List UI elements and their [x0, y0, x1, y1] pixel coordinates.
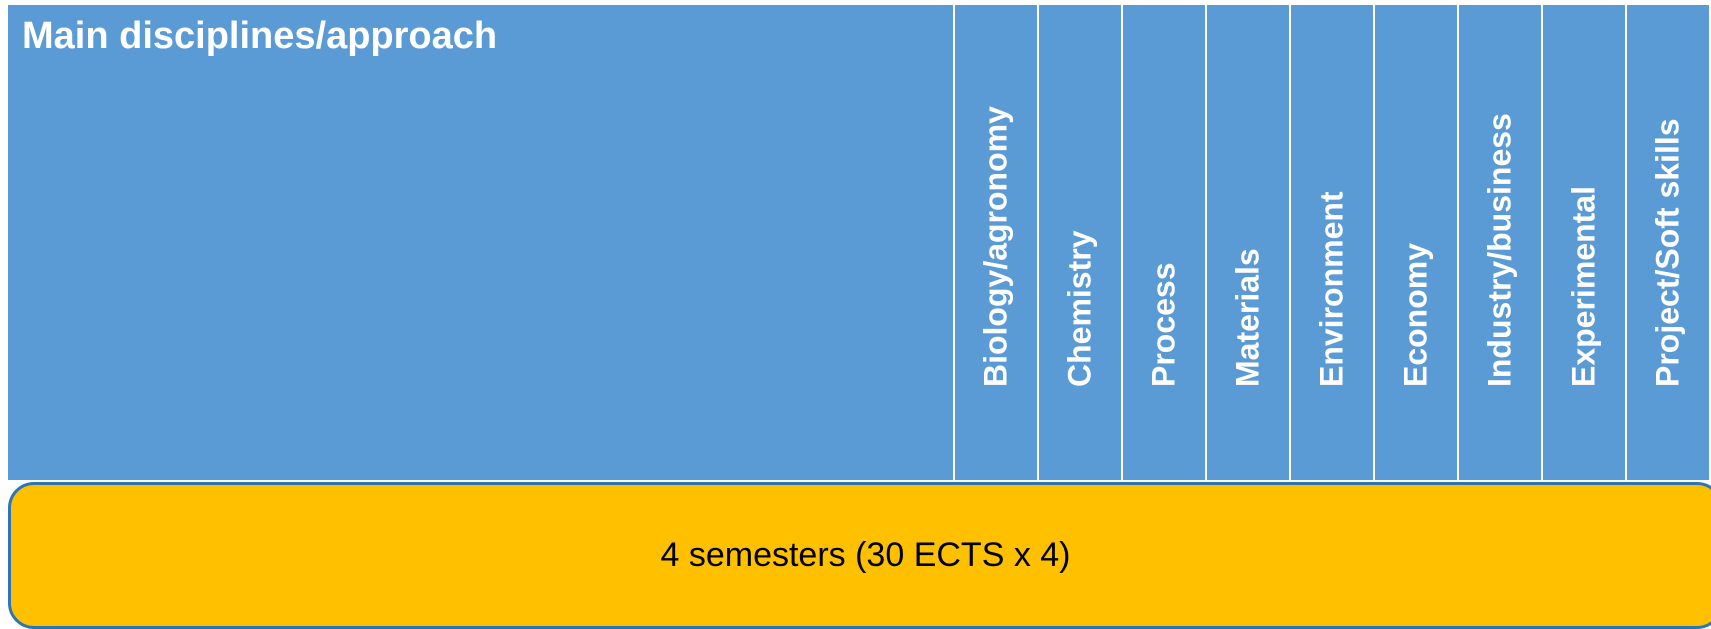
discipline-label: Biology/agronomy	[977, 106, 1014, 387]
discipline-label: Environment	[1313, 191, 1350, 387]
main-disciplines-title: Main disciplines/approach	[22, 15, 498, 57]
discipline-column-economy	[1375, 5, 1459, 480]
discipline-label: Experimental	[1565, 186, 1602, 387]
discipline-label: Process	[1145, 262, 1182, 387]
discipline-label: Materials	[1229, 248, 1266, 387]
discipline-label: Chemistry	[1061, 230, 1098, 387]
discipline-label: Project/Soft skills	[1649, 118, 1686, 387]
discipline-column-project	[1627, 5, 1711, 480]
discipline-label: Economy	[1397, 242, 1434, 387]
discipline-label: Industry/business	[1481, 113, 1518, 387]
discipline-column-process	[1123, 5, 1207, 480]
discipline-column-industry	[1459, 5, 1543, 480]
discipline-column-biology	[955, 5, 1039, 480]
discipline-column-materials	[1207, 5, 1291, 480]
semester-label: 4 semesters (30 ECTS x 4)	[660, 536, 1071, 574]
semester-bar	[8, 482, 1711, 629]
main-disciplines-cell	[8, 5, 955, 480]
discipline-column-experimental	[1543, 5, 1627, 480]
disciplines-header-row	[8, 5, 1711, 480]
discipline-column-environment	[1291, 5, 1375, 480]
discipline-column-chemistry	[1039, 5, 1123, 480]
